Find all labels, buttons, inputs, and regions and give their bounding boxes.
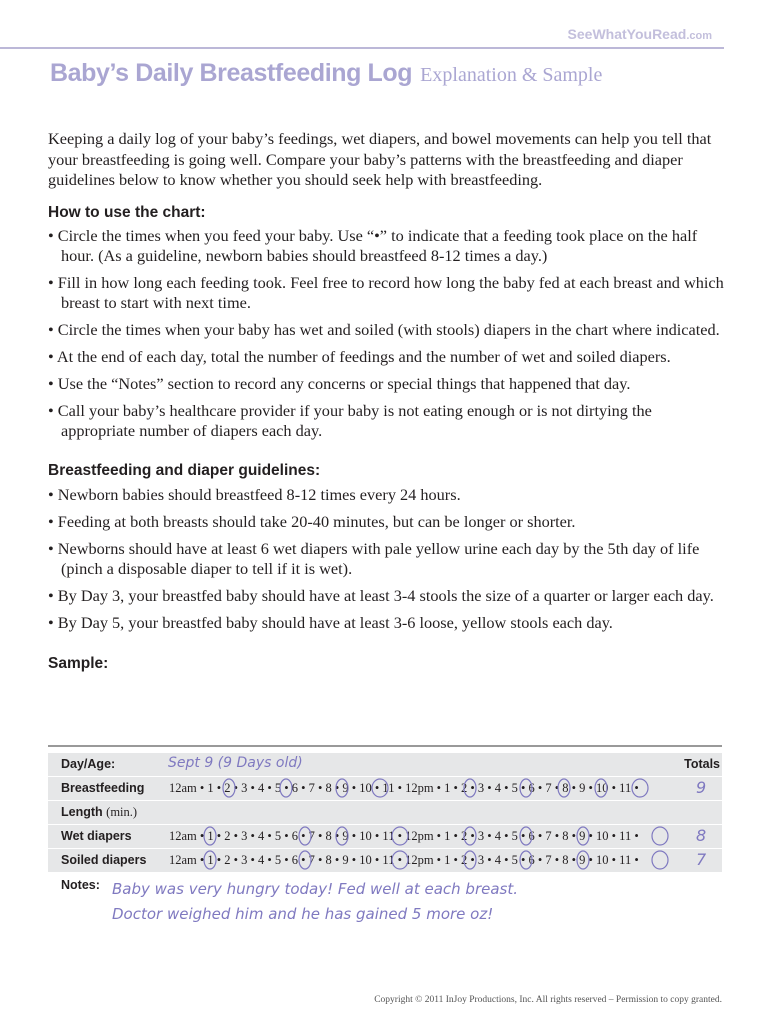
sample-heading: Sample:: [48, 654, 109, 672]
day-age-label: Day/Age:: [61, 757, 116, 771]
list-item: • Feeding at both breasts should take 20-40 minutes, but can be longer or shorter.: [48, 512, 728, 532]
intro-paragraph: Keeping a daily log of your baby’s feedings, wet diapers, and bowel movements can help you tell that your breastfeeding is going well. Compare your baby’s patterns with the breastfeeding and diaper guidelines below to know whether you should seek help with breastfeeding.: [48, 129, 712, 189]
row-total: 9: [696, 778, 707, 797]
sample-table-top-rule: [48, 745, 722, 747]
time-scale: 12am • 1 • 2 • 3 • 4 • 5 • 6 • 7 • 8 • 9 • 10 • 11 • 12pm • 1 • 2 • 3 • 4 • 5 • 6 • 7 • 8 • 9 • 10 • 11 •: [169, 781, 639, 795]
title-row: [50, 59, 602, 88]
time-scale: 12am • 1 • 2 • 3 • 4 • 5 • 6 • 7 • 8 • 9 • 10 • 11 • 12pm • 1 • 2 • 3 • 4 • 5 • 6 • 7 • 8 • 9 • 10 • 11 •: [169, 829, 639, 843]
note-line: Doctor weighed him and he has gained 5 more oz!: [112, 905, 494, 923]
page-title: Baby’s Daily Breastfeeding Log: [50, 59, 413, 87]
list-item: • Use the “Notes” section to record any concerns or special things that happened that day.: [48, 374, 728, 394]
copyright-footer: Copyright © 2011 InJoy Productions, Inc. All rights reserved – Permission to copy granted.: [374, 995, 722, 1005]
list-item: • Newborn babies should breastfeed 8-12 times every 24 hours.: [48, 485, 728, 505]
row-label: Length (min.): [61, 805, 138, 819]
page-subtitle: Explanation & Sample: [420, 64, 603, 86]
list-item: • Newborns should have at least 6 wet diapers with pale yellow urine each day by the 5th day of life (pinch a disposable diaper to tell if it is wet).: [48, 539, 728, 579]
length-row: [48, 801, 722, 824]
list-item: • By Day 3, your breastfed baby should have at least 3-4 stools the size of a quarter or larger each day.: [48, 586, 728, 606]
row-label: Breastfeeding: [61, 781, 145, 795]
guidelines-list: [48, 485, 728, 633]
note-line: Baby was very hungry today! Fed well at each breast.: [112, 880, 518, 898]
list-item: • Circle the times when your baby has wet and soiled (with stools) diapers in the chart where indicated.: [48, 320, 728, 340]
list-item: • At the end of each day, total the number of feedings and the number of wet and soiled diapers.: [48, 347, 728, 367]
main-content: [48, 129, 728, 673]
day-age-row: [48, 753, 722, 776]
row-label: Wet diapers: [61, 829, 132, 843]
day-age-value: Sept 9 (9 Days old): [168, 755, 303, 771]
list-item: • Fill in how long each feeding took. Feel free to record how long the baby fed at each breast and which breast to start with next time.: [48, 273, 728, 313]
time-scale: 12am • 1 • 2 • 3 • 4 • 5 • 6 • 7 • 8 • 9 • 10 • 11 • 12pm • 1 • 2 • 3 • 4 • 5 • 6 • 7 • 8 • 9 • 10 • 11 •: [169, 853, 639, 867]
row-total: 8: [696, 826, 707, 845]
header-rule: [0, 47, 724, 49]
list-item: • Call your baby’s healthcare provider if your baby is not eating enough or is not dirtying the appropriate number of diapers each day.: [48, 401, 728, 441]
how-to-list: [48, 226, 728, 441]
wet-diapers-row: [48, 825, 722, 848]
row-unit: (min.): [106, 805, 138, 819]
row-total: 7: [696, 850, 707, 869]
soiled-diapers-row: [48, 849, 722, 872]
list-item: • By Day 5, your breastfed baby should have at least 3-6 loose, yellow stools each day.: [48, 613, 728, 633]
notes-label: Notes:: [61, 878, 100, 892]
row-label: Soiled diapers: [61, 853, 147, 867]
site-brand: SeeWhatYouRead.com: [567, 26, 712, 42]
breastfeeding-row: [48, 777, 722, 800]
list-item: • Circle the times when you feed your baby. Use “•” to indicate that a feeding took place on the half hour. (As a guideline, newborn babies should breastfeed 8-12 times a day.): [48, 226, 728, 266]
totals-label: Totals: [684, 757, 720, 771]
how-to-heading: How to use the chart:: [48, 203, 206, 221]
guidelines-heading: Breastfeeding and diaper guidelines:: [48, 461, 321, 479]
